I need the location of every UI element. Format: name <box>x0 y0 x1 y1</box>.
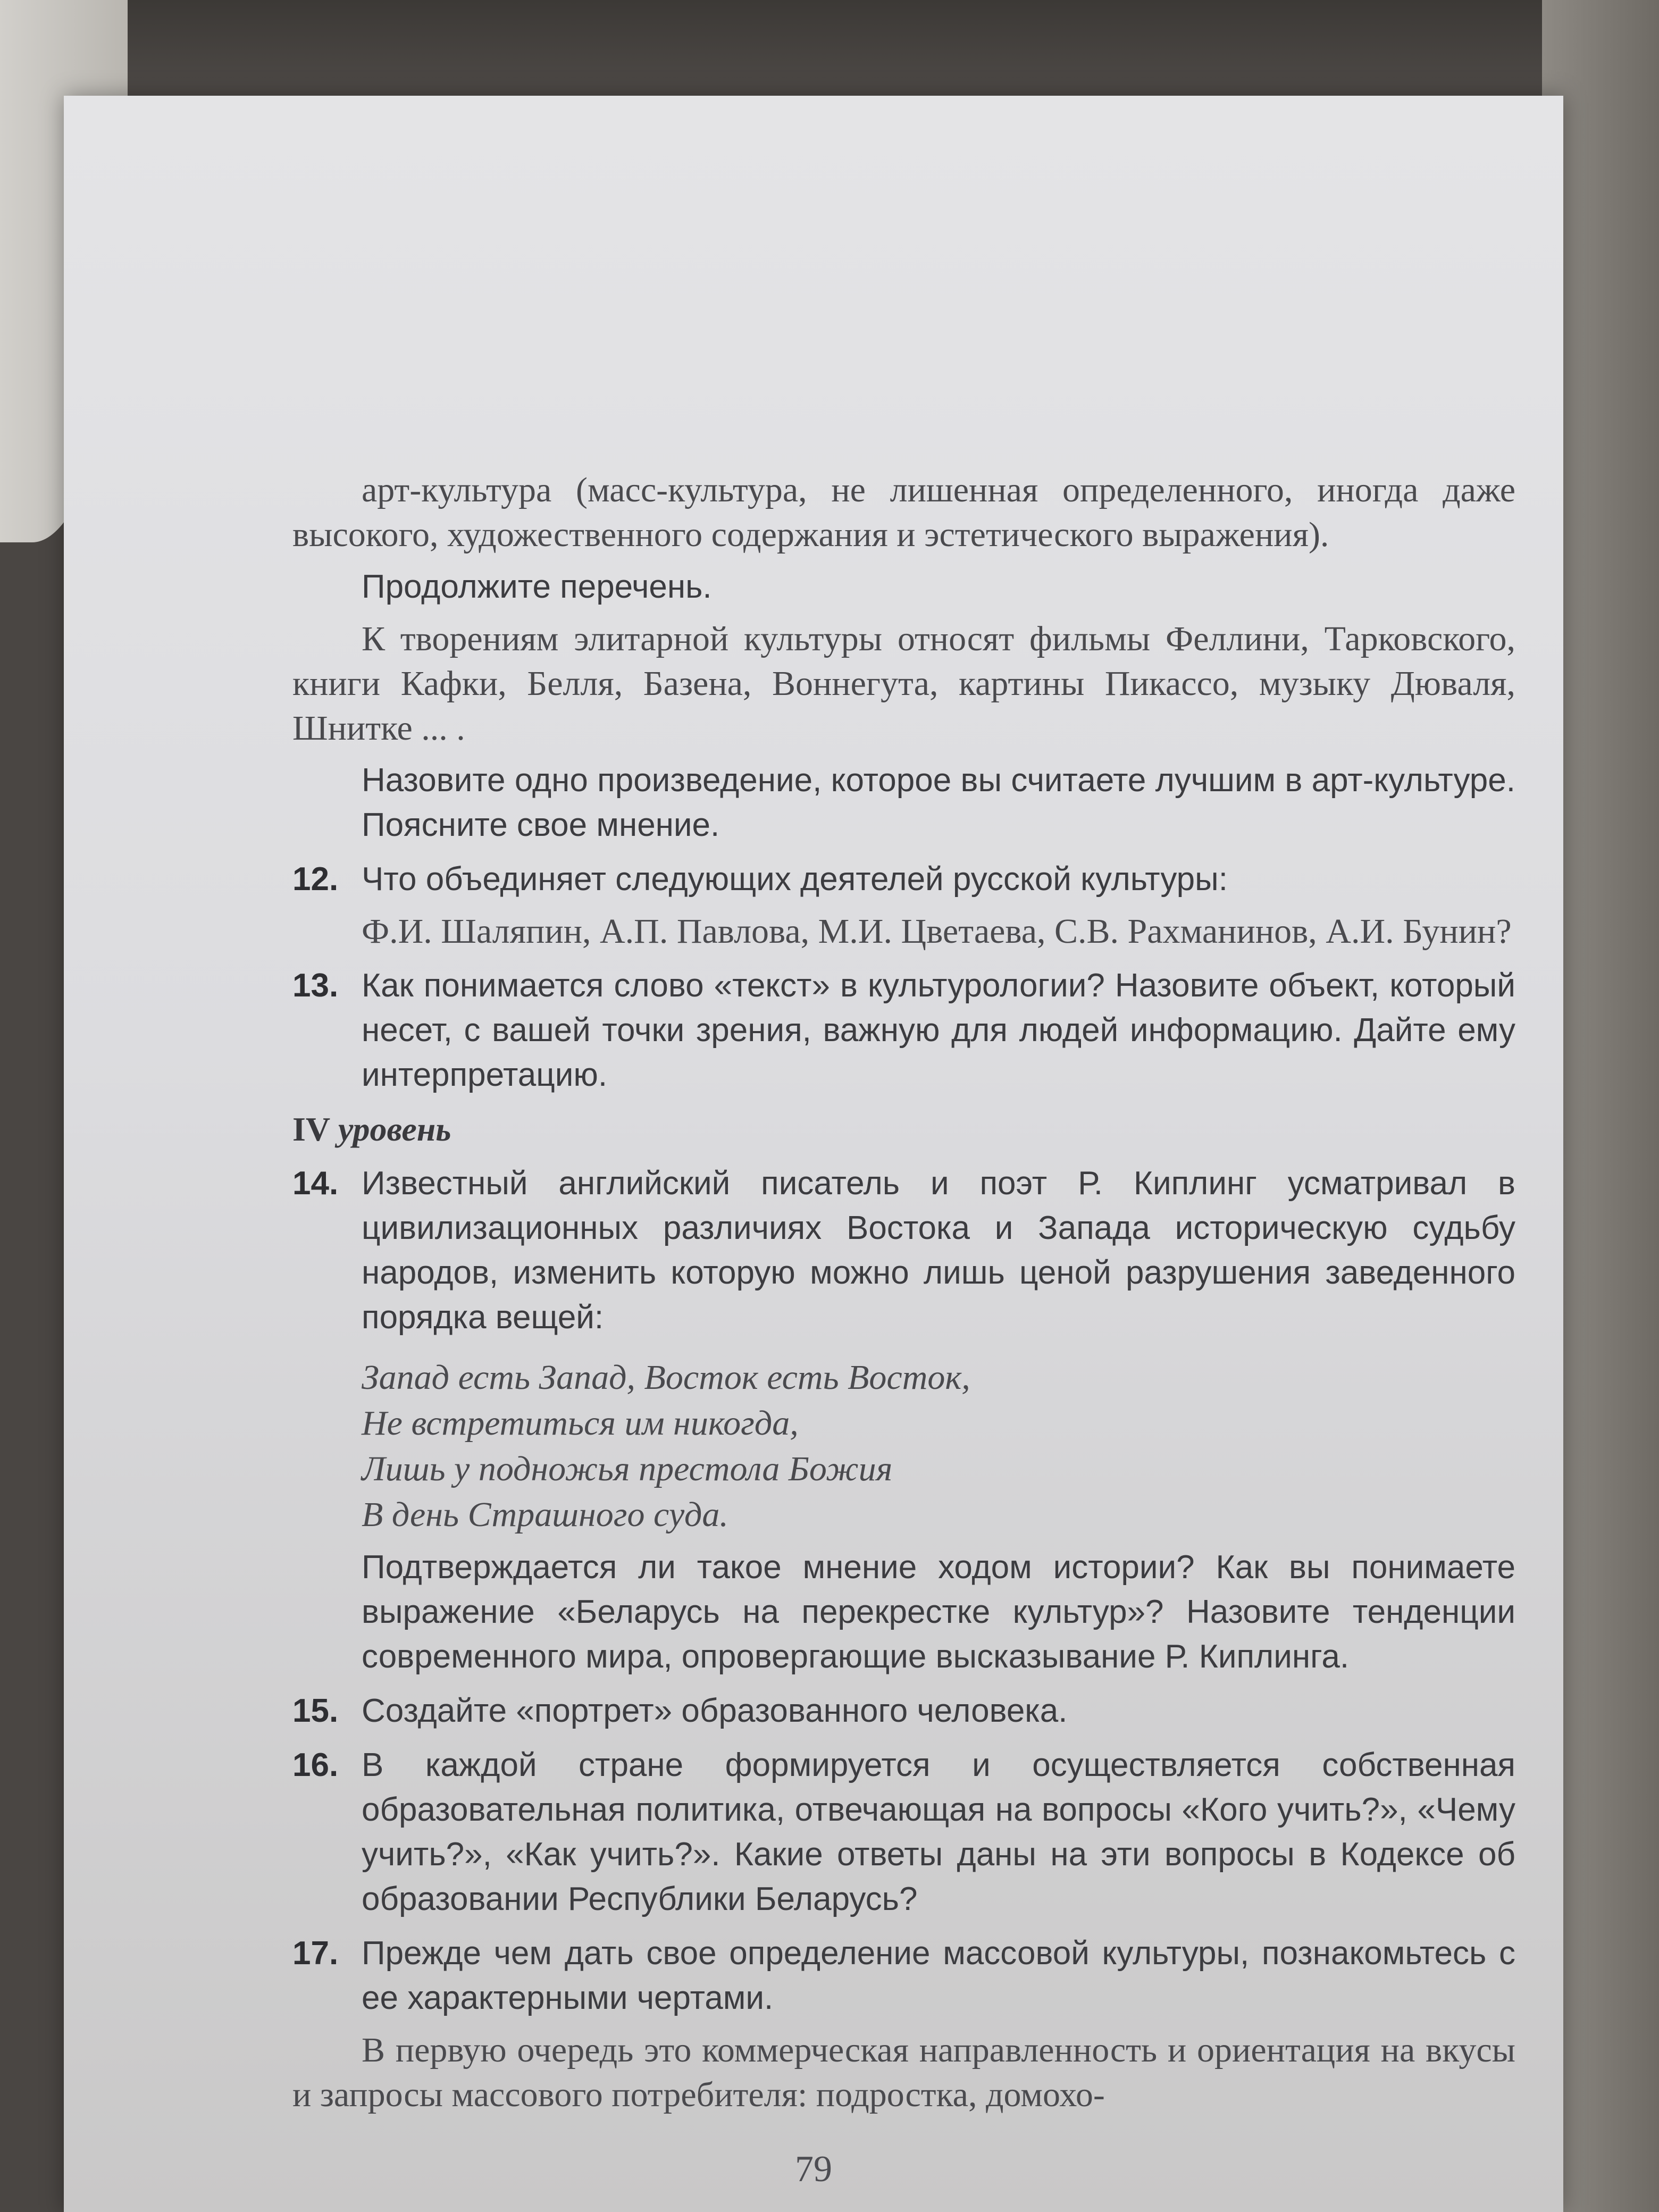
continue-list-instruction: Продолжите перечень. <box>362 568 712 605</box>
question-text: Создайте «портрет» образованного человека. <box>362 1692 1068 1729</box>
question-text: Что объединяет следующих деятелей русской культуры: <box>362 861 1228 898</box>
question-16 <box>292 1743 1515 1922</box>
poem-line: В день Страшного суда. <box>362 1495 728 1534</box>
question-number: 12. <box>292 861 339 898</box>
question-number: 15. <box>292 1692 339 1729</box>
kipling-poem <box>292 1355 1515 1538</box>
question-number: 14. <box>292 1165 339 1202</box>
elite-culture-paragraph: К творениям элитарной культуры относят фильмы Феллини, Тарковского, книги Кафки, Белля, Базена, Воннегута, картины Пикассо, музыку Дюваля, Шнитке ... . <box>292 619 1515 748</box>
level-heading <box>292 1107 1515 1152</box>
question-text: В каждой стране формируется и осуществляется собственная образовательная политика, отвечающая на вопросы «Кого учить?», «Чему учить?», «Как учить?». Какие ответы даны на эти вопросы в Кодексе об образовании Республики Беларусь? <box>362 1747 1515 1917</box>
question-17 <box>292 1931 1515 2021</box>
name-work-instruction: Назовите одно произведение, которое вы считаете лучшим в арт-культуре. Поясните свое мнение. <box>362 762 1515 843</box>
question-text: Как понимается слово «текст» в культурологии? Назовите объект, который несет, с вашей точки зрения, важную для людей информацию. Дайте ему интерпретацию. <box>362 967 1515 1093</box>
page-content <box>292 468 1515 2117</box>
question-text: Прежде чем дать свое определение массовой культуры, познакомьтесь с ее характерными чертами. <box>362 1935 1515 2016</box>
question-14 <box>292 1161 1515 1340</box>
intro-paragraph: арт-культура (масс-культура, не лишенная определенного, иногда даже высокого, художественного содержания и эстетического выражения). <box>292 471 1515 554</box>
level-numeral: IV <box>292 1110 330 1148</box>
question-13 <box>292 963 1515 1097</box>
question-12 <box>292 857 1515 902</box>
question-number: 13. <box>292 967 339 1004</box>
question-number: 16. <box>292 1747 339 1783</box>
question-number: 17. <box>292 1935 339 1972</box>
question-12-names: Ф.И. Шаляпин, А.П. Павлова, М.И. Цветаева, С.В. Рахманинов, А.И. Бунин? <box>362 912 1512 951</box>
question-15 <box>292 1689 1515 1733</box>
poem-line: Запад есть Запад, Восток есть Восток, <box>362 1358 970 1397</box>
level-word: уровень <box>338 1110 451 1148</box>
book-page <box>64 96 1563 2212</box>
closing-paragraph: В первую очередь это коммерческая направленность и ориентация на вкусы и запросы массового потребителя: подростка, домохо- <box>292 2031 1515 2114</box>
page-number: 79 <box>795 2149 832 2190</box>
question-text: Известный английский писатель и поэт Р. Киплинг усматривал в цивилизационных различиях Востока и Запада историческую судьбу народов, изменить которую можно лишь ценой разрушения заведенного порядка вещей: <box>362 1165 1515 1336</box>
poem-line: Лишь у подножья престола Божия <box>362 1449 893 1488</box>
poem-line: Не встретиться им никогда, <box>362 1404 799 1443</box>
question-14-followup: Подтверждается ли такое мнение ходом истории? Как вы понимаете выражение «Беларусь на перекрестке культур»? Назовите тенденции современного мира, опровергающие высказывание Р. Киплинга. <box>362 1549 1515 1675</box>
